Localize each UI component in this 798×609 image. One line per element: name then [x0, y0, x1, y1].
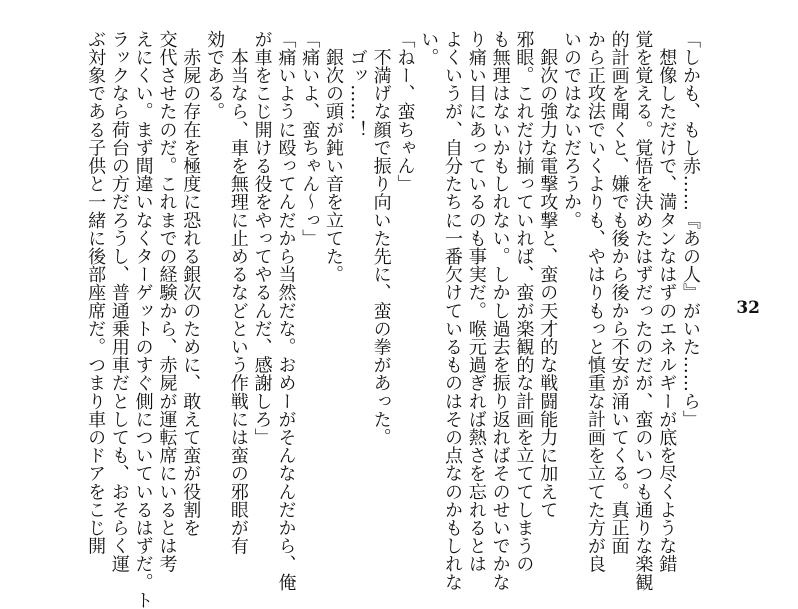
text-line: 想像しただけで、満タンなはずのエネルギーが底を尽くような錯	[656, 30, 678, 573]
text-line: から正攻法でいくよりも、やはりもっと慎重な計画を立てた方が良	[584, 30, 606, 573]
text-line: 邪眼。これだけ揃っていれば、蛮が楽観的な計画を立ててしまうの	[513, 30, 535, 573]
text-line: ラックなら荷台の方だろうし、普通乗用車だとしても、おそらく運	[108, 30, 130, 573]
text-line: り痛い目にあっているのも事実だ。喉元過ぎれば熱さを忘れるとは	[465, 30, 487, 573]
text-line: よくいうが、自分たちに一番欠けているものはその点なのかもしれな	[442, 30, 464, 592]
text-line: 不満げな顔で振り向いた先に、蛮の拳があった。	[370, 30, 392, 447]
text-line: いのではないだろうか。	[561, 30, 583, 230]
text-line: が車をこじ開ける役をやってやるんだ、感謝しろ」	[251, 30, 273, 447]
text-line: ぶ対象である子供と一緒に後部座席だ。つまり車のドアをこじ開	[85, 30, 107, 555]
text-line: ゴッ……！	[346, 30, 368, 139]
text-line: も無理はないかもしれない。しかし過去を振り返ればそのせいでかな	[489, 30, 511, 592]
text-line: 的計画を聞くと、嫌でも後から後から不安が涌いてくる。真正面	[608, 30, 630, 555]
text-line: 赤屍の存在を極度に恐れる銀次のために、敢えて蛮が役割を	[180, 30, 202, 537]
text-line: 「ねー、蛮ちゃん」	[394, 30, 416, 193]
text-line: 「痛いように殴ってんだから当然だな。おめーがそんなんだから、俺	[275, 30, 297, 592]
text-line: 本当なら、車を無理に止めるなどという作戦には蛮の邪眼が有	[227, 30, 249, 555]
vertical-text-body	[52, 30, 702, 609]
text-line: 覚を覚える。覚悟を決めたはずだったのだが、蛮のいつも通りな楽観	[632, 30, 654, 592]
text-line: 銀次の強力な電撃攻撃と、蛮の天才的な戦闘能力に加えて	[537, 30, 559, 519]
text-line: 「しかも、もし赤……『あの人』がいた……ら」	[680, 30, 701, 429]
text-line: えにくい。まず間違いなくターゲットのすぐ側についているはずだ。ト	[132, 30, 154, 609]
text-line: 交代させたのだ。これまでの経験から、赤屍が運転席にいるとは考	[156, 30, 178, 573]
page-number: 32	[736, 298, 760, 318]
text-line: 効である。	[204, 30, 226, 121]
text-line: い。	[418, 30, 440, 67]
text-line: 「痛いよ、蛮ちゃん〜っ」	[299, 30, 321, 248]
text-line: 銀次の頭が鈍い音を立てた。	[323, 30, 345, 284]
